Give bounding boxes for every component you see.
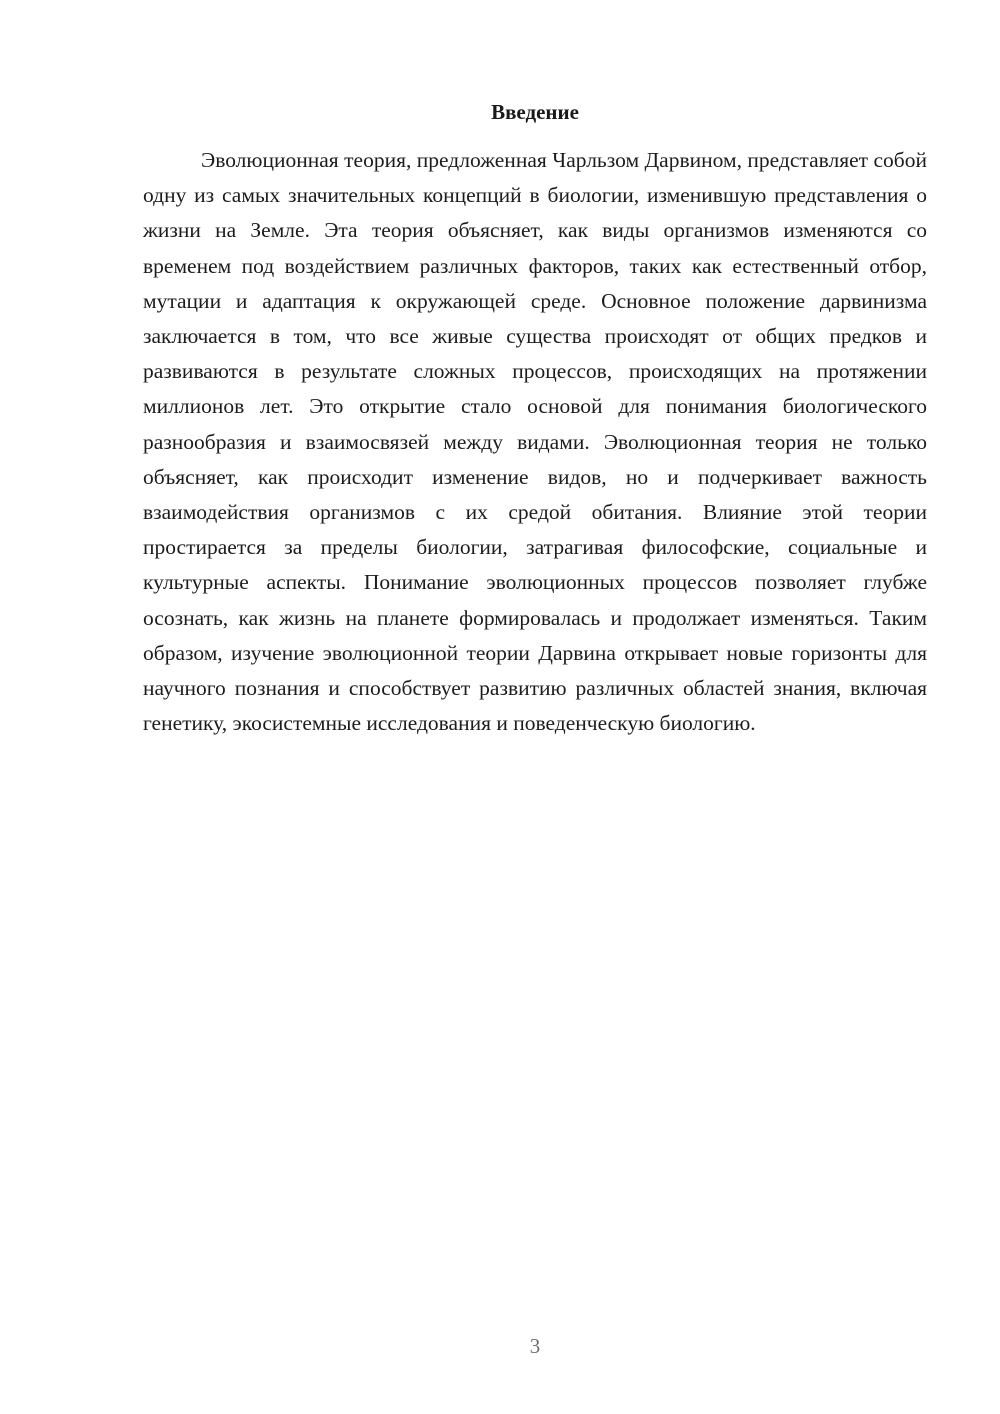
section-heading: Введение <box>491 100 579 124</box>
body-paragraph: Эволюционная теория, предложенная Чарльзом Дарвином, представляет собой одну из самых значительных концепций в биологии, изменившую представления о жизни на Земле. Эта теория объясняет, как виды организмов изменяются со временем под воздействием различных факторов, таких как естественный отбор, мутации и адаптация к окружающей среде. Основное положение дарвинизма заключается в том, что все живые существа происходят от общих предков и развиваются в результате сложных процессов, происходящих на протяжении миллионов лет. Это открытие стало основой для понимания биологического разнообразия и взаимосвязей между видами. Эволюционная теория не только объясняет, как происходит изменение видов, но и подчеркивает важность взаимодействия организмов с их средой обитания. Влияние этой теории простирается за пределы биологии, затрагивая философские, социальные и культурные аспекты. Понимание эволюционных процессов позволяет глубже осознать, как жизнь на планете формировалась и продолжает изменяться. Таким образом, изучение эволюционной теории Дарвина открывает новые горизонты для научного познания и способствует развитию различных областей знания, включая генетику, экосистемные исследования и поведенческую биологию. <box>143 148 927 736</box>
page-number: 3 <box>529 1334 541 1358</box>
